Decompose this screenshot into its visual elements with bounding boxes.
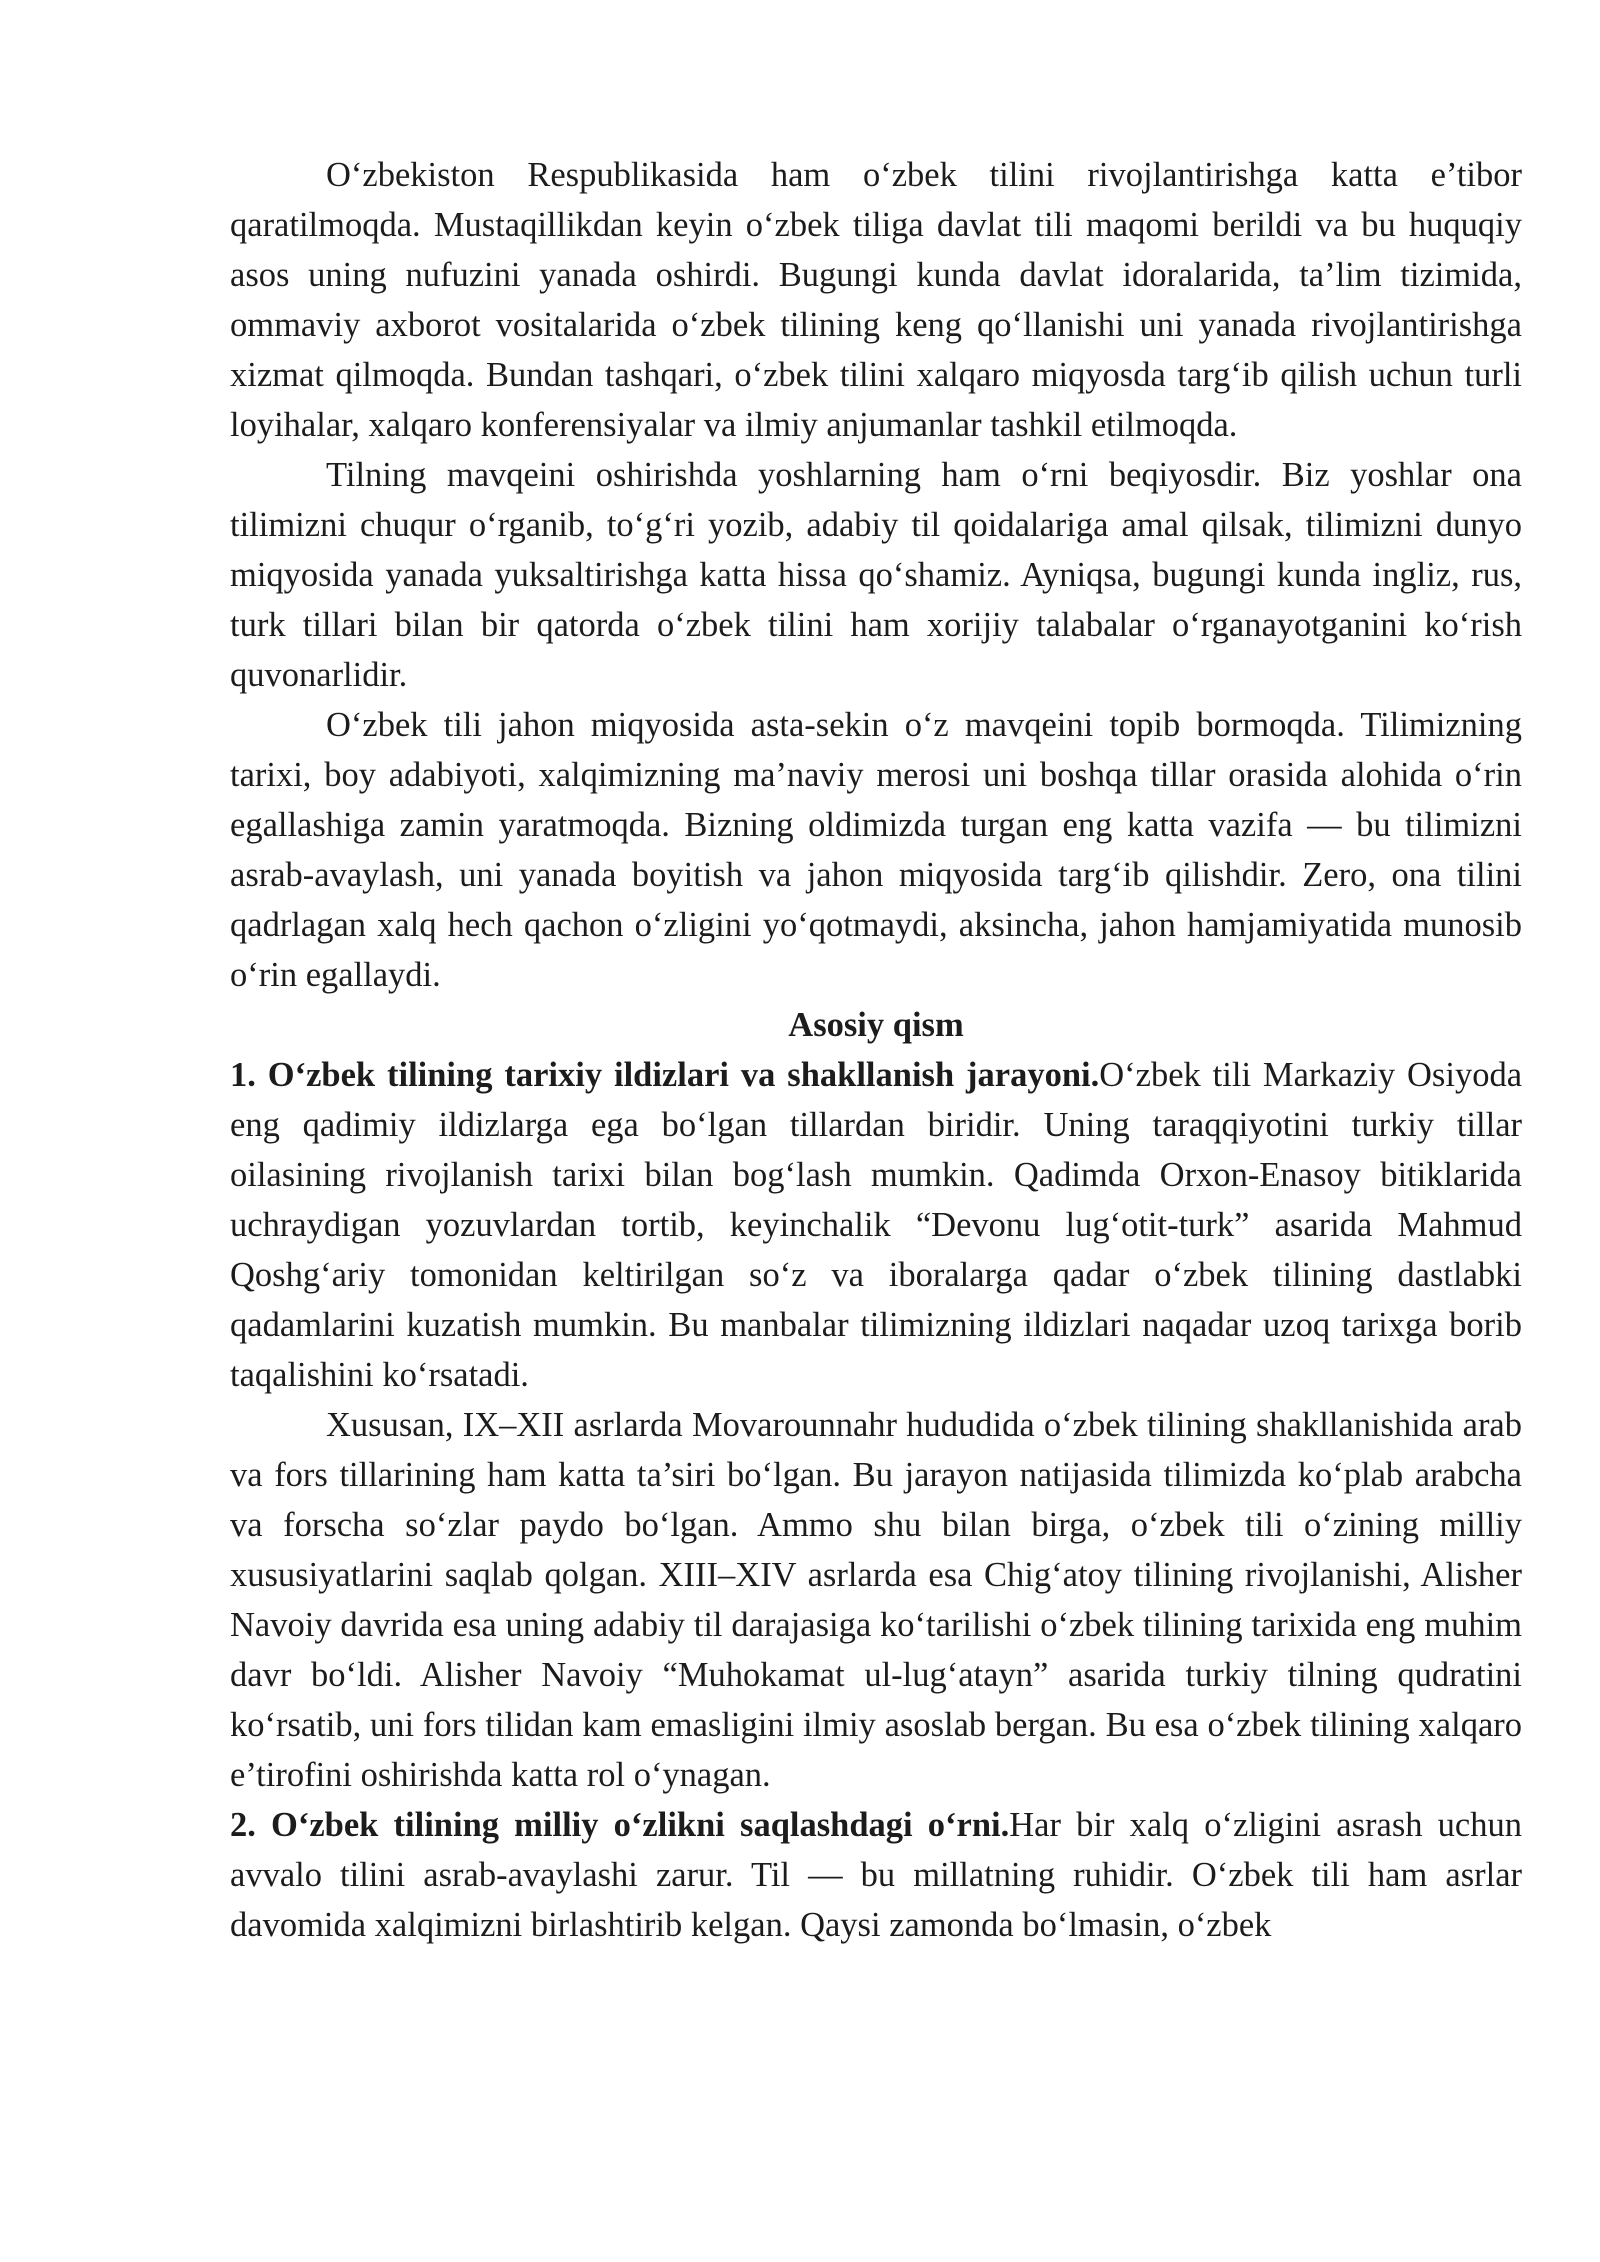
- section-1-paragraph-2: Xususan, IX–XII asrlarda Movarounnahr hududida o‘zbek tilining shakllanishida arab va fors tillarining ham katta ta’siri bo‘lgan. Bu jarayon natijasida tilimizda ko‘plab arabcha va forscha so‘zlar paydo bo‘lgan. Ammo shu bilan birga, o‘zbek tili o‘zining milliy xususiyatlarini saqlab qolgan. XIII–XIV asrlarda esa Chig‘atoy tilining rivojlanishi, Alisher Navoiy davrida esa uning adabiy til darajasiga ko‘tarilishi o‘zbek tilining tarixida eng muhim davr bo‘ldi. Alisher Navoiy “Muhokamat ul-lug‘atayn” asarida turkiy tilning qudratini ko‘rsatib, uni fors tilidan kam emasligini ilmiy asoslab bergan. Bu esa o‘zbek tilining xalqaro e’tirofini oshirishda katta rol o‘ynagan.: [230, 1406, 1522, 1794]
- paragraph-1: O‘zbekiston Respublikasida ham o‘zbek tilini rivojlantirishga katta e’tibor qaratilmoqda. Mustaqillikdan keyin o‘zbek tiliga davlat tili maqomi berildi va bu huquqiy asos uning nufuzini yanada oshirdi. Bugungi kunda davlat idoralarida, ta’lim tizimida, ommaviy axborot vositalarida o‘zbek tilining keng qo‘llanishi uni yanada rivojlantirishga xizmat qilmoqda. Bundan tashqari, o‘zbek tilini xalqaro miqyosda targ‘ib qilish uchun turli loyihalar, xalqaro konferensiyalar va ilmiy anjumanlar tashkil etilmoqda.: [230, 156, 1522, 444]
- section-2-text: Har bir xalq o‘zligini asrash uchun avvalo tilini asrab-avaylashi zarur. Til — bu millatning ruhidir. O‘zbek tili ham asrlar davomida xalqimizni birlashtirib kelgan. Qaysi zamonda bo‘lmasin, o‘zbek: [230, 1806, 1522, 1944]
- section-1-title: 1. O‘zbek tilining tarixiy ildizlari va shakllanish jarayoni.: [230, 1056, 1100, 1094]
- document-page: [230, 150, 1522, 1950]
- paragraph-2: Tilning mavqeini oshirishda yoshlarning ham o‘rni beqiyosdir. Biz yoshlar ona tilimizni chuqur o‘rganib, to‘g‘ri yozib, adabiy til qoidalariga amal qilsak, tilimizni dunyo miqyosida yanada yuksaltirishga katta hissa qo‘shamiz. Ayniqsa, bugungi kunda ingliz, rus, turk tillari bilan bir qatorda o‘zbek tilini ham xorijiy talabalar o‘rganayotganini ko‘rish quvonarlidir.: [230, 456, 1522, 694]
- paragraph-3: O‘zbek tili jahon miqyosida asta-sekin o‘z mavqeini topib bormoqda. Tilimizning tarixi, boy adabiyoti, xalqimizning ma’naviy merosi uni boshqa tillar orasida alohida o‘rin egallashiga zamin yaratmoqda. Bizning oldimizda turgan eng katta vazifa — bu tilimizni asrab-avaylash, uni yanada boyitish va jahon miqyosida targ‘ib qilishdir. Zero, ona tilini qadrlagan xalq hech qachon o‘zligini yo‘qotmaydi, aksincha, jahon hamjamiyatida munosib o‘rin egallaydi.: [230, 706, 1522, 994]
- section-heading: Asosiy qism: [788, 1006, 964, 1044]
- section-1-paragraph: [230, 1050, 1522, 1400]
- section-1-text: O‘zbek tili Markaziy Osiyoda eng qadimiy ildizlarga ega bo‘lgan tillardan biridir. Uning taraqqiyotini turkiy tillar oilasining rivojlanish tarixi bilan bog‘lash mumkin. Qadimda Orxon-Enasoy bitiklarida uchraydigan yozuvlardan tortib, keyinchalik “Devonu lug‘otit-turk” asarida Mahmud Qoshg‘ariy tomonidan keltirilgan so‘z va iboralarga qadar o‘zbek tilining dastlabki qadamlarini kuzatish mumkin. Bu manbalar tilimizning ildizlari naqadar uzoq tarixga borib taqalishini ko‘rsatadi.: [230, 1056, 1523, 1394]
- section-2-title: 2. O‘zbek tilining milliy o‘zlikni saqlashdagi o‘rni.: [230, 1806, 1010, 1844]
- section-2-paragraph: [230, 1800, 1522, 1950]
